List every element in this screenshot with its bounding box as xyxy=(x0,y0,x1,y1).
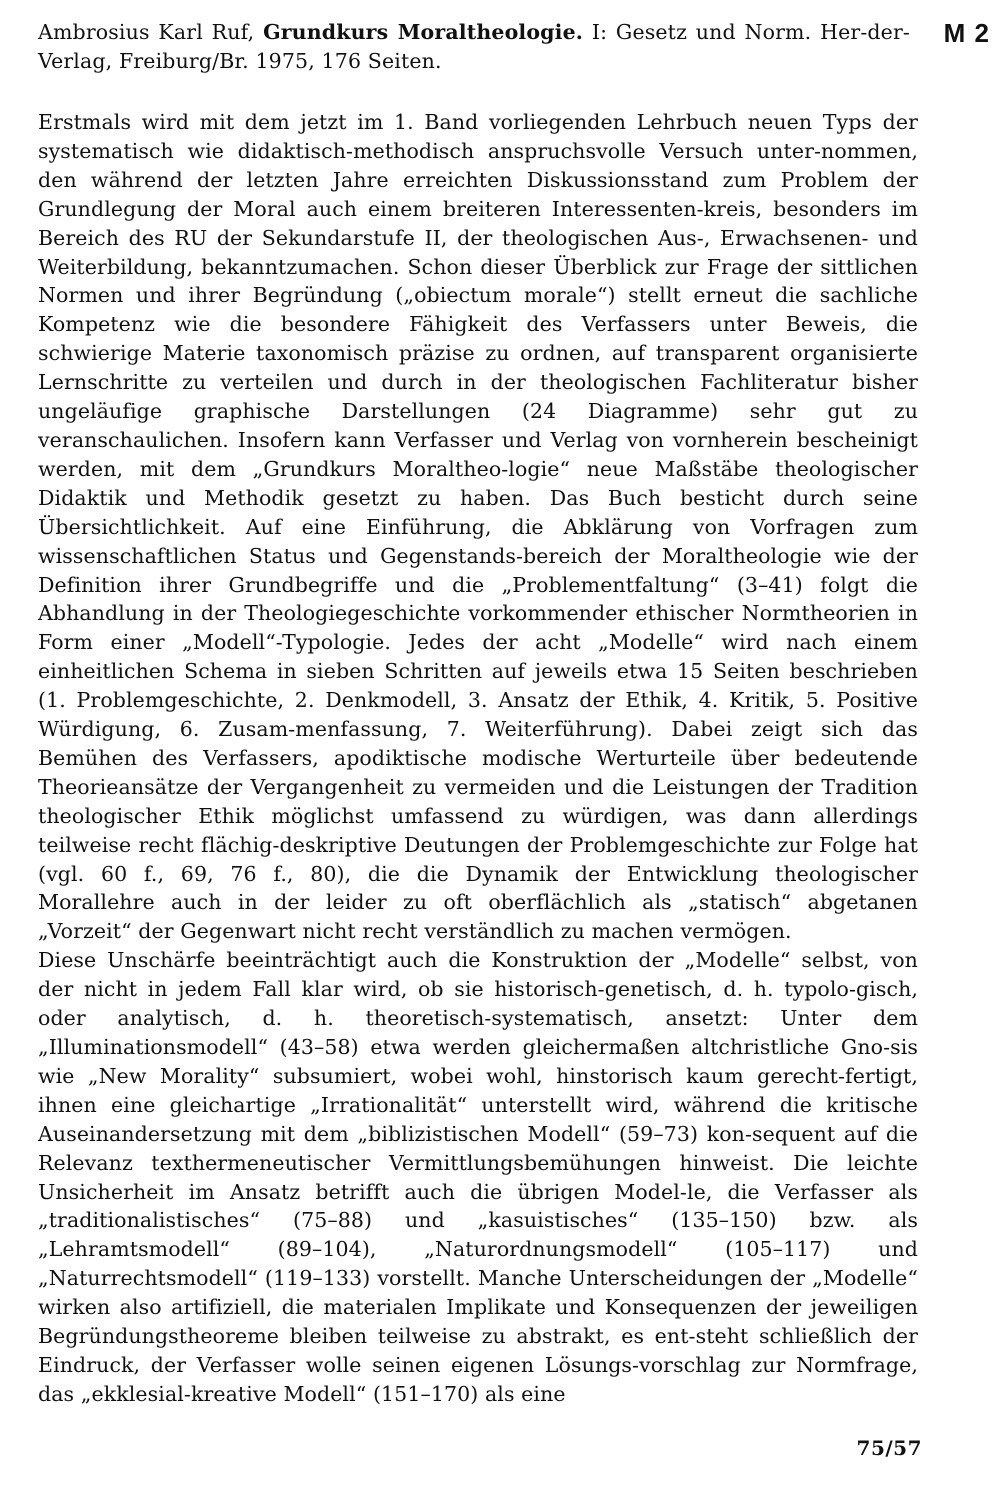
paragraph-1: Erstmals wird mit dem jetzt im 1. Band vorliegenden Lehrbuch neuen Typs der systematisch wie didaktisch-methodisch anspruchsvolle Versuch unter-nommen, den während der letzten Jahre erreichten Diskussionsstand zum Problem der Grundlegung der Moral auch einem breiteren Interessenten-kreis, besonders im Bereich des RU der Sekundarstufe II, der theologischen Aus-, Erwachsenen- und Weiterbildung, bekanntzumachen. Schon dieser Überblick zur Frage der sittlichen Normen und ihrer Begründung („obiectum morale“) stellt erneut die sachliche Kompetenz wie die besondere Fähigkeit des Verfassers unter Beweis, die schwierige Materie taxonomisch präzise zu ordnen, auf transparent organisierte Lernschritte zu verteilen und durch in der theologischen Fachliteratur bisher ungeläufige graphische Darstellungen (24 Diagramme) sehr gut zu veranschaulichen. Insofern kann Verfasser und Verlag von vornherein bescheinigt werden, mit dem „Grundkurs Moraltheo-logie“ neue Maßstäbe theologischer Didaktik und Methodik gesetzt zu haben. Das Buch besticht durch seine Übersichtlichkeit. Auf eine Einführung, die Abklärung von Vorfragen zum wissenschaftlichen Status und Gegenstands-bereich der Moraltheologie wie der Definition ihrer Grundbegriffe und die „Problementfaltung“ (3–41) folgt die Abhandlung in der Theologiegeschichte vorkommender ethischer Normtheorien in Form einer „Modell“-Typologie. Jedes der acht „Modelle“ wird nach einem einheitlichen Schema in sieben Schritten auf jeweils etwa 15 Seiten beschrieben (1. Problemgeschichte, 2. Denkmodell, 3. Ansatz der Ethik, 4. Kritik, 5. Positive Würdigung, 6. Zusam-menfassung, 7. Weiterführung). Dabei zeigt sich das Bemühen des Verfassers, apodiktische modische Werturteile über bedeutende Theorieansätze der Vergangenheit zu vermeiden und die Leistungen der Tradition theologischer Ethik möglichst umfassend zu würdigen, was dann allerdings teilweise recht flächig-deskriptive Deutungen der Problemgeschichte zur Folge hat (vgl. 60 f., 69, 76 f., 80), die die Dynamik der Entwicklung theologischer Morallehre auch in der leider zu oft oberflächlich als „statisch“ abgetanen „Vorzeit“ der Gegenwart nicht recht verständlich zu machen vermögen. xyxy=(38,110,918,944)
bibliographic-header xyxy=(38,18,910,76)
header-author: Ambrosius Karl Ruf, xyxy=(38,20,255,44)
header-publication-details: I: Gesetz und Norm. Her-der-Verlag, Freiburg/Br. 1975, 176 Seiten. xyxy=(38,20,910,73)
section-marker: M 2 xyxy=(943,18,990,48)
page-number: 75/57 xyxy=(856,1436,922,1460)
header-book-title: Grundkurs Moraltheologie. xyxy=(263,20,584,44)
paragraph-2: Diese Unschärfe beeinträchtigt auch die Konstruktion der „Modelle“ selbst, von der nicht in jedem Fall klar wird, ob sie historisch-genetisch, d. h. typolo-gisch, oder analytisch, d. h. theoretisch-systematisch, ansetzt: Unter dem „Illuminationsmodell“ (43–58) etwa werden gleichermaßen altchristliche Gno-sis wie „New Morality“ subsumiert, wobei wohl, hinstorisch kaum gerecht-fertigt, ihnen eine gleichartige „Irrationalität“ unterstellt wird, während die kritische Auseinandersetzung mit dem „biblizistischen Modell“ (59–73) kon-sequent auf die Relevanz texthermeneutischer Vermittlungsbemühungen hinweist. Die leichte Unsicherheit im Ansatz betrifft auch die übrigen Model-le, die Verfasser als „traditionalistisches“ (75–88) und „kasuistisches“ (135–150) bzw. als „Lehramtsmodell“ (89–104), „Naturordnungsmodell“ (105–117) und „Naturrechtsmodell“ (119–133) vorstellt. Manche Unterscheidungen der „Modelle“ wirken also artifiziell, die materialen Implikate und Konsequenzen der jeweiligen Begründungstheoreme bleiben teilweise zu abstrakt, es ent-steht schließlich der Eindruck, der Verfasser wolle seinen eigenen Lösungs-vorschlag zur Normfrage, das „ekklesial-kreative Modell“ (151–170) als eine xyxy=(38,948,918,1406)
review-body xyxy=(38,108,918,1409)
